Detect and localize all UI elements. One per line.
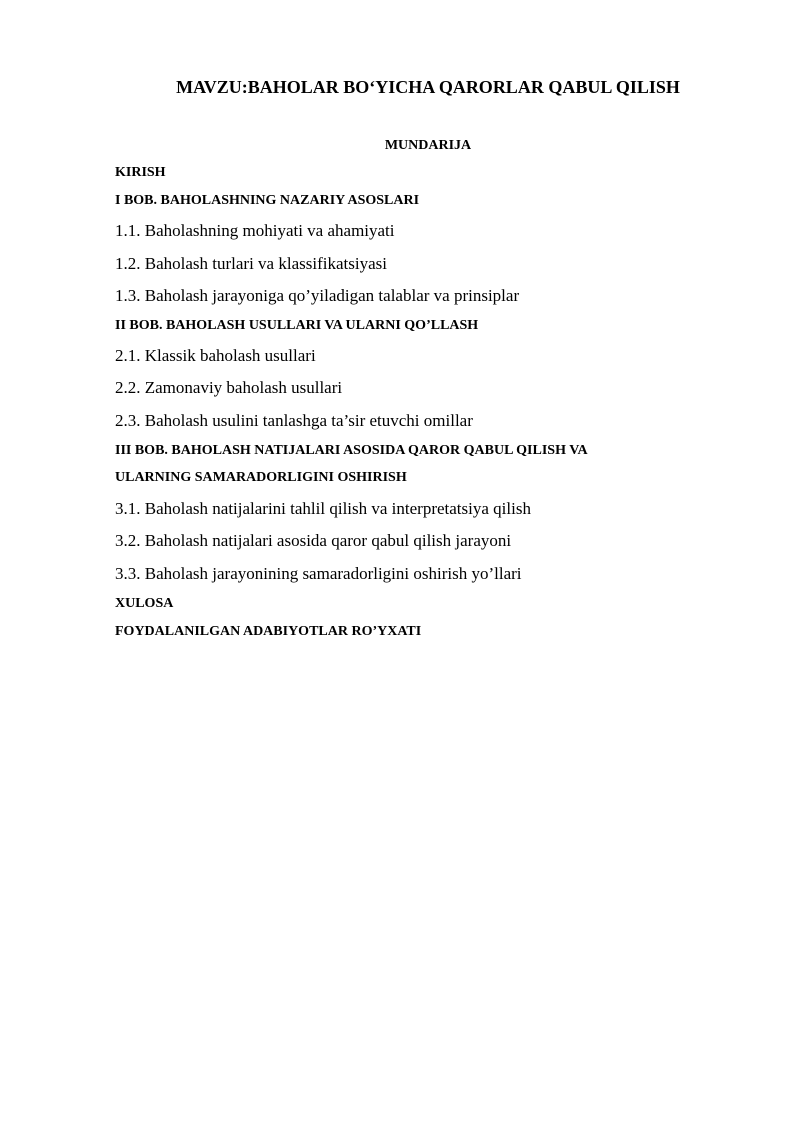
toc-chapter-3-title-line-2: ULARNING SAMARADORLIGINI OSHIRISH	[115, 470, 407, 485]
toc-section-3-1: 3.1. Baholash natijalarini tahlil qilish va interpretatsiya qilish	[115, 499, 531, 518]
toc-chapter-1-title: I BOB. BAHOLASHNING NAZARIY ASOSLARI	[115, 193, 420, 208]
toc-section-2-2: 2.2. Zamonaviy baholash usullari	[115, 378, 343, 397]
toc-section-3-2: 3.2. Baholash natijalari asosida qaror qabul qilish jarayoni	[115, 531, 512, 550]
toc-chapter-3-title-line-1: III BOB. BAHOLASH NATIJALARI ASOSIDA QAROR QABUL QILISH VA	[115, 443, 588, 458]
toc-section-1-1: 1.1. Baholashning mohiyati va ahamiyati	[115, 221, 395, 240]
toc-chapter-2-title: II BOB. BAHOLASH USULLARI VA ULARNI QO’LLASH	[115, 318, 479, 333]
toc-section-2-3: 2.3. Baholash usulini tanlashga ta’sir etuvchi omillar	[115, 411, 473, 430]
contents-heading: MUNDARIJA	[384, 138, 472, 153]
document-title: MAVZU:BAHOLAR BO‘YICHA QARORLAR QABUL QILISH	[176, 77, 680, 97]
toc-section-1-2: 1.2. Baholash turlari va klassifikatsiyasi	[115, 254, 387, 273]
toc-intro: KIRISH	[115, 165, 166, 180]
toc-references: FOYDALANILGAN ADABIYOTLAR RO’YXATI	[115, 624, 422, 639]
toc-section-1-3: 1.3. Baholash jarayoniga qo’yiladigan talablar va prinsiplar	[115, 286, 520, 305]
toc-section-3-3: 3.3. Baholash jarayonining samaradorligini oshirish yo’llari	[115, 564, 522, 583]
toc-conclusion: XULOSA	[115, 596, 174, 611]
toc-section-2-1: 2.1. Klassik baholash usullari	[115, 346, 316, 365]
